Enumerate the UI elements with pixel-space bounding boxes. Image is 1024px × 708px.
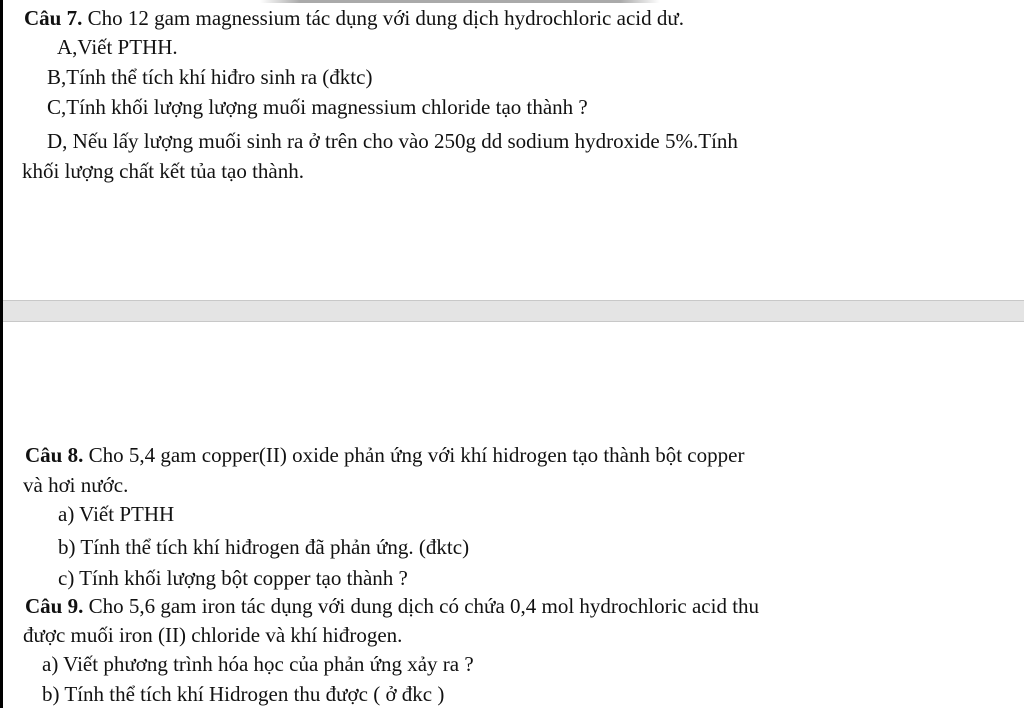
question-9 — [25, 594, 759, 618]
question-7-item-b: B,Tính thể tích khí hiđro sinh ra (đktc) — [47, 65, 373, 89]
question-7-item-d: D, Nếu lấy lượng muối sinh ra ở trên cho vào 250g dd sodium hydroxide 5%.Tính — [47, 129, 738, 153]
cropped-text-fragment — [260, 0, 660, 3]
question-8-item-c: c) Tính khối lượng bột copper tạo thành ? — [58, 566, 408, 590]
question-7 — [24, 6, 684, 30]
question-8-item-b: b) Tính thể tích khí hiđrogen đã phản ứng. (đktc) — [58, 535, 470, 559]
left-border — [0, 0, 3, 708]
question-text: Cho 12 gam magnessium tác dụng với dung dịch hydrochloric acid dư. — [82, 6, 684, 30]
question-7-continuation: khối lượng chất kết tủa tạo thành. — [22, 159, 305, 183]
question-7-item-a: A,Viết PTHH. — [57, 35, 178, 59]
question-7-item-c: C,Tính khối lượng lượng muối magnessium chloride tạo thành ? — [47, 95, 588, 119]
question-9-item-a: a) Viết phương trình hóa học của phản ứng xảy ra ? — [42, 652, 474, 676]
question-label: Câu 7. — [24, 6, 83, 30]
question-text: Cho 5,4 gam copper(II) oxide phản ứng với khí hidrogen tạo thành bột copper — [83, 443, 745, 467]
page-separator — [3, 300, 1024, 322]
question-label: Câu 8. — [25, 443, 84, 467]
question-9-item-b: b) Tính thể tích khí Hidrogen thu được ( ở đkc ) — [42, 682, 445, 706]
question-label: Câu 9. — [25, 594, 84, 618]
question-8-item-a: a) Viết PTHH — [58, 502, 175, 526]
question-8 — [25, 443, 744, 467]
question-8-continuation: và hơi nước. — [23, 473, 129, 497]
question-9-continuation: được muối iron (II) chloride và khí hiđrogen. — [23, 623, 403, 647]
question-text: Cho 5,6 gam iron tác dụng với dung dịch có chứa 0,4 mol hydrochloric acid thu — [83, 594, 760, 618]
